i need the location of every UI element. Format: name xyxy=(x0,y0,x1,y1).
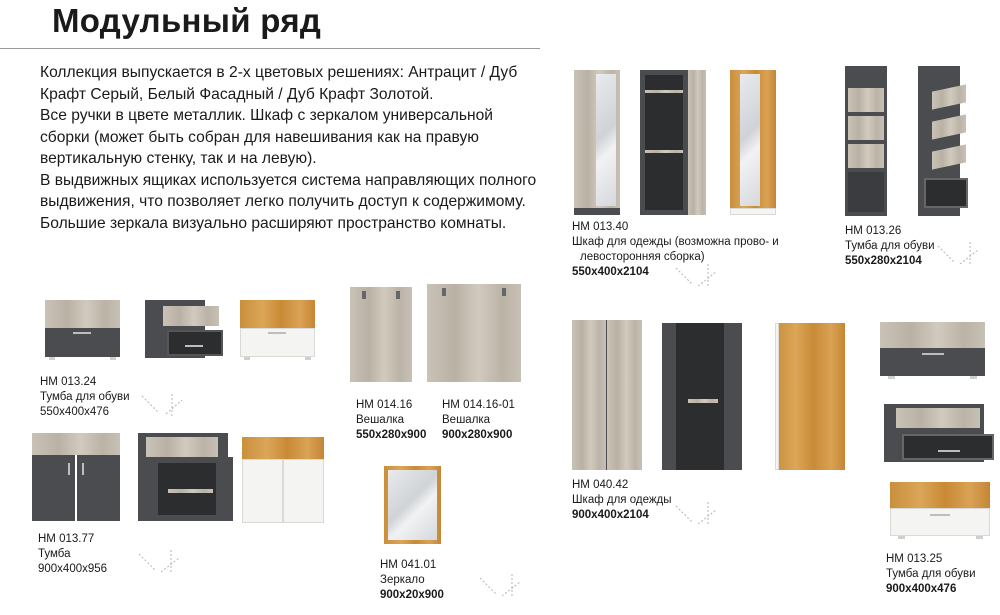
product-image-040-42-open xyxy=(662,323,742,470)
product-size: 900х20х900 xyxy=(380,589,444,601)
product-image-013-26-closed xyxy=(845,66,887,216)
caption-014-16-01 xyxy=(442,398,515,443)
intro-paragraph: В выдвижных ящиках используется система направляющих полного выдвижения, что позволяет легко получить доступ к содержимому. Большие зеркала визуально расширяют пространство комнаты. xyxy=(40,171,537,232)
product-name: Вешалка xyxy=(356,414,405,426)
product-image-014-16 xyxy=(350,287,412,382)
product-image-013-77-white xyxy=(242,437,324,523)
intro-text xyxy=(40,62,540,234)
product-code: НМ 013.26 xyxy=(845,225,902,237)
intro-paragraph: Все ручки в цвете металлик. Шкаф с зеркалом универсальной сборки (может быть собран для навешивания как на правую вертикальную стенку, так и на левую). xyxy=(40,107,494,167)
product-image-013-25-white xyxy=(890,482,990,540)
product-name-continued: левосторонняя сборка) xyxy=(580,251,705,263)
product-image-013-40-open xyxy=(640,70,710,215)
dimension-icon xyxy=(934,240,980,268)
product-code: НМ 014.16 xyxy=(356,399,413,411)
dimension-icon xyxy=(672,262,718,290)
product-image-013-25-open xyxy=(884,404,996,466)
product-code: НМ 013.25 xyxy=(886,553,943,565)
dimension-icon xyxy=(135,548,181,576)
dimension-icon xyxy=(672,500,718,528)
product-image-013-24-anthracite xyxy=(45,300,120,360)
product-image-013-40-closed xyxy=(574,70,620,215)
product-code: НМ 040.42 xyxy=(572,479,629,491)
dimension-icon xyxy=(476,572,522,600)
product-size: 550х280х900 xyxy=(356,429,427,441)
product-name: Шкаф для одежды (возможна прово- и xyxy=(572,236,779,248)
product-size: 900х400х956 xyxy=(38,563,108,575)
product-image-040-42-closed xyxy=(572,320,642,470)
product-name: Вешалка xyxy=(442,414,491,426)
product-code: НМ 013.77 xyxy=(38,533,95,545)
caption-014-16 xyxy=(356,398,426,443)
product-size: 900х400х476 xyxy=(886,583,957,595)
product-code: НМ 013.40 xyxy=(572,221,629,233)
product-image-013-40-white xyxy=(730,70,776,215)
product-code: НМ 014.16-01 xyxy=(442,399,515,411)
caption-013-77 xyxy=(38,532,107,577)
product-name: Тумба для обуви xyxy=(40,391,130,403)
page-title: Модульный ряд xyxy=(52,2,322,39)
product-image-013-24-open xyxy=(145,300,225,362)
product-image-013-26-open xyxy=(918,66,970,216)
dimension-icon xyxy=(138,392,184,420)
product-name: Тумба для обуви xyxy=(886,568,976,580)
product-name: Тумба для обуви xyxy=(845,240,935,252)
product-image-013-25-anthracite xyxy=(880,322,985,380)
product-image-013-24-white xyxy=(240,300,315,360)
title-divider xyxy=(0,48,540,49)
product-image-013-77-anthracite xyxy=(32,433,120,523)
product-size: 550х400х476 xyxy=(40,406,110,418)
product-image-040-42-white xyxy=(775,323,845,470)
product-name: Тумба xyxy=(38,548,71,560)
product-image-013-77-open xyxy=(138,433,233,523)
product-size: 550х400х2104 xyxy=(572,266,649,278)
product-image-041-01 xyxy=(384,466,441,544)
caption-013-25 xyxy=(886,552,976,597)
product-code: НМ 013.24 xyxy=(40,376,97,388)
product-size: 550х280х2104 xyxy=(845,255,922,267)
caption-040-42 xyxy=(572,478,672,523)
product-name: Зеркало xyxy=(380,574,425,586)
product-code: НМ 041.01 xyxy=(380,559,437,571)
caption-041-01 xyxy=(380,558,444,603)
caption-013-26 xyxy=(845,224,935,269)
product-size: 900х400х2104 xyxy=(572,509,649,521)
product-image-014-16-01 xyxy=(427,284,521,382)
intro-paragraph: Коллекция выпускается в 2-х цветовых решениях: Антрацит / Дуб Крафт Серый, Белый Фасадный / Дуб Крафт Золотой. xyxy=(40,64,518,103)
product-name: Шкаф для одежды xyxy=(572,494,672,506)
caption-013-24 xyxy=(40,375,130,420)
product-size: 900х280х900 xyxy=(442,429,513,441)
